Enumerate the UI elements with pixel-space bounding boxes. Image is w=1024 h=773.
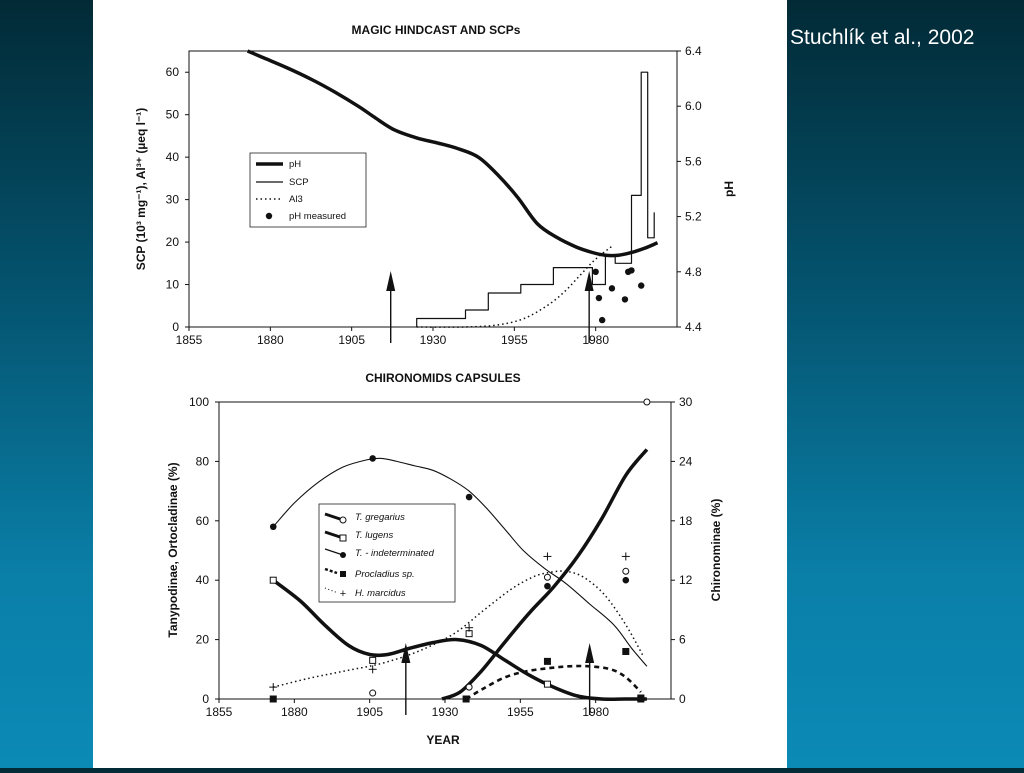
arrow-marker [401,643,410,715]
x-tick-label: 1905 [356,705,384,719]
x-tick-label: 1905 [338,333,366,347]
y-tick-label: 60 [165,65,179,80]
series-line-al3 [417,246,612,327]
legend-label-al3: Al3 [289,194,303,205]
chironomids-chart [166,371,723,747]
data-point-procladius-sp [270,696,277,703]
magic-hindcast-chart [134,23,736,347]
data-point-h-marcidus [269,683,277,691]
legend-marker-lugens [340,535,346,541]
legend-label-lugens: T. lugens [355,530,394,541]
data-point-t-indeterminated [544,583,551,590]
y-tick-label: 100 [188,395,209,409]
legend-label-ph: pH [289,159,302,170]
data-point-t-indeterminated [623,577,630,584]
data-point-t-gregarius [370,690,376,696]
legend-label-ph-measured: pH measured [289,211,347,222]
legend [319,504,455,602]
y-tick-label: 50 [165,107,179,122]
y-tick-label: 30 [165,192,179,207]
y-right-tick-label: 4.8 [685,264,702,279]
citation: Stuchlík et al., 2002 [790,26,975,49]
legend-marker-marcidus: + [339,588,347,600]
y-ticks-right [677,44,702,334]
y-axis-label-right: pH [722,181,736,197]
data-point-procladius-sp [637,695,644,702]
x-tick-label: 1855 [205,705,233,719]
x-tick-label: 1980 [582,705,610,719]
data-point-t-indeterminated [270,523,277,530]
data-point-h-marcidus [543,552,551,560]
x-tick-label: 1980 [582,333,610,347]
legend-label-scp: SCP [289,177,309,188]
y-right-tick-label: 30 [679,395,693,409]
x-tick-label: 1880 [256,333,284,347]
data-point-ph-measured [628,267,634,273]
legend-label-gregarius: T. gregarius [355,512,405,523]
legend-label-procladius: Procladius sp. [355,569,415,580]
data-point-t-indeterminated [369,455,376,462]
arrows-layer [386,271,593,343]
data-point-t-indeterminated [466,494,473,501]
figure-svg [93,0,787,768]
x-ticks [206,699,610,719]
series-line-scp [417,72,655,327]
data-point-t-lugens [270,577,276,583]
y-right-tick-label: 24 [679,454,693,469]
y-tick-label: 80 [195,454,209,469]
data-point-t-gregarius [544,574,550,580]
data-point-t-gregarius [623,568,629,574]
arrow-head [386,271,395,291]
arrow-head [401,643,410,663]
y-right-tick-label: 5.6 [685,154,702,169]
x-tick-label: 1955 [506,705,534,719]
y-ticks-right [671,395,693,706]
y-tick-label: 20 [165,235,179,250]
y-tick-label: 0 [172,320,179,334]
y-tick-label: 20 [195,632,209,647]
data-point-t-lugens [370,657,376,663]
data-point-procladius-sp [463,696,470,703]
chart-title: MAGIC HINDCAST AND SCPs [351,23,521,37]
x-axis-label: YEAR [426,733,460,747]
data-point-t-lugens [544,681,550,687]
y-right-tick-label: 5.2 [685,209,702,224]
y-right-tick-label: 6 [679,632,686,647]
y-ticks-left [166,65,189,334]
data-point-procladius-sp [622,648,629,655]
data-point-procladius-sp [544,658,551,665]
y-right-tick-label: 12 [679,573,693,588]
data-point-t-gregarius [466,684,472,690]
legend-marker-procladius [340,571,346,577]
y-axis-label-left: SCP (10³ mg⁻¹), Al³⁺ (µeq l⁻¹) [134,107,148,271]
data-point-ph-measured [638,282,644,288]
y-ticks-left [189,395,219,706]
y-tick-label: 60 [195,513,209,528]
y-tick-label: 10 [165,277,179,292]
x-tick-label: 1955 [500,333,528,347]
chart-title: CHIRONOMIDS CAPSULES [365,371,521,385]
legend-label-marcidus: H. marcidus [355,588,406,599]
figure-panel [93,0,787,768]
x-ticks [176,327,610,347]
arrow-head [585,643,594,663]
x-tick-label: 1930 [431,705,459,719]
legend-marker-indeterminated [340,552,346,558]
x-tick-label: 1930 [419,333,447,347]
data-point-ph-measured [609,285,615,291]
data-point-h-marcidus [622,552,630,560]
y-right-tick-label: 6.0 [685,99,702,114]
data-point-ph-measured [622,296,628,302]
series-line-procladius-sp [466,666,641,699]
x-tick-label: 1880 [280,705,308,719]
legend-swatch-ph-measured [266,213,272,219]
legend-marker-gregarius [340,517,346,523]
y-tick-label: 40 [195,573,209,588]
x-tick-label: 1855 [175,333,203,347]
data-point-t-gregarius [644,399,650,405]
y-axis-label-left: Tanypodinae, Ortocladinae (%) [166,462,180,638]
arrow-marker [386,271,395,343]
y-right-tick-label: 4.4 [685,320,702,334]
legend-label-indeterminated: T. - indeterminated [355,548,434,559]
y-axis-label-right: Chironominae (%) [709,498,723,602]
y-tick-label: 0 [202,692,209,706]
data-point-ph-measured [592,269,598,275]
data-point-ph-measured [599,317,605,323]
data-point-h-marcidus [369,665,377,673]
y-tick-label: 40 [165,150,179,165]
y-right-tick-label: 0 [679,692,686,706]
y-right-tick-label: 6.4 [685,44,702,58]
data-point-ph-measured [596,295,602,301]
legend [250,153,366,227]
y-right-tick-label: 18 [679,513,693,528]
